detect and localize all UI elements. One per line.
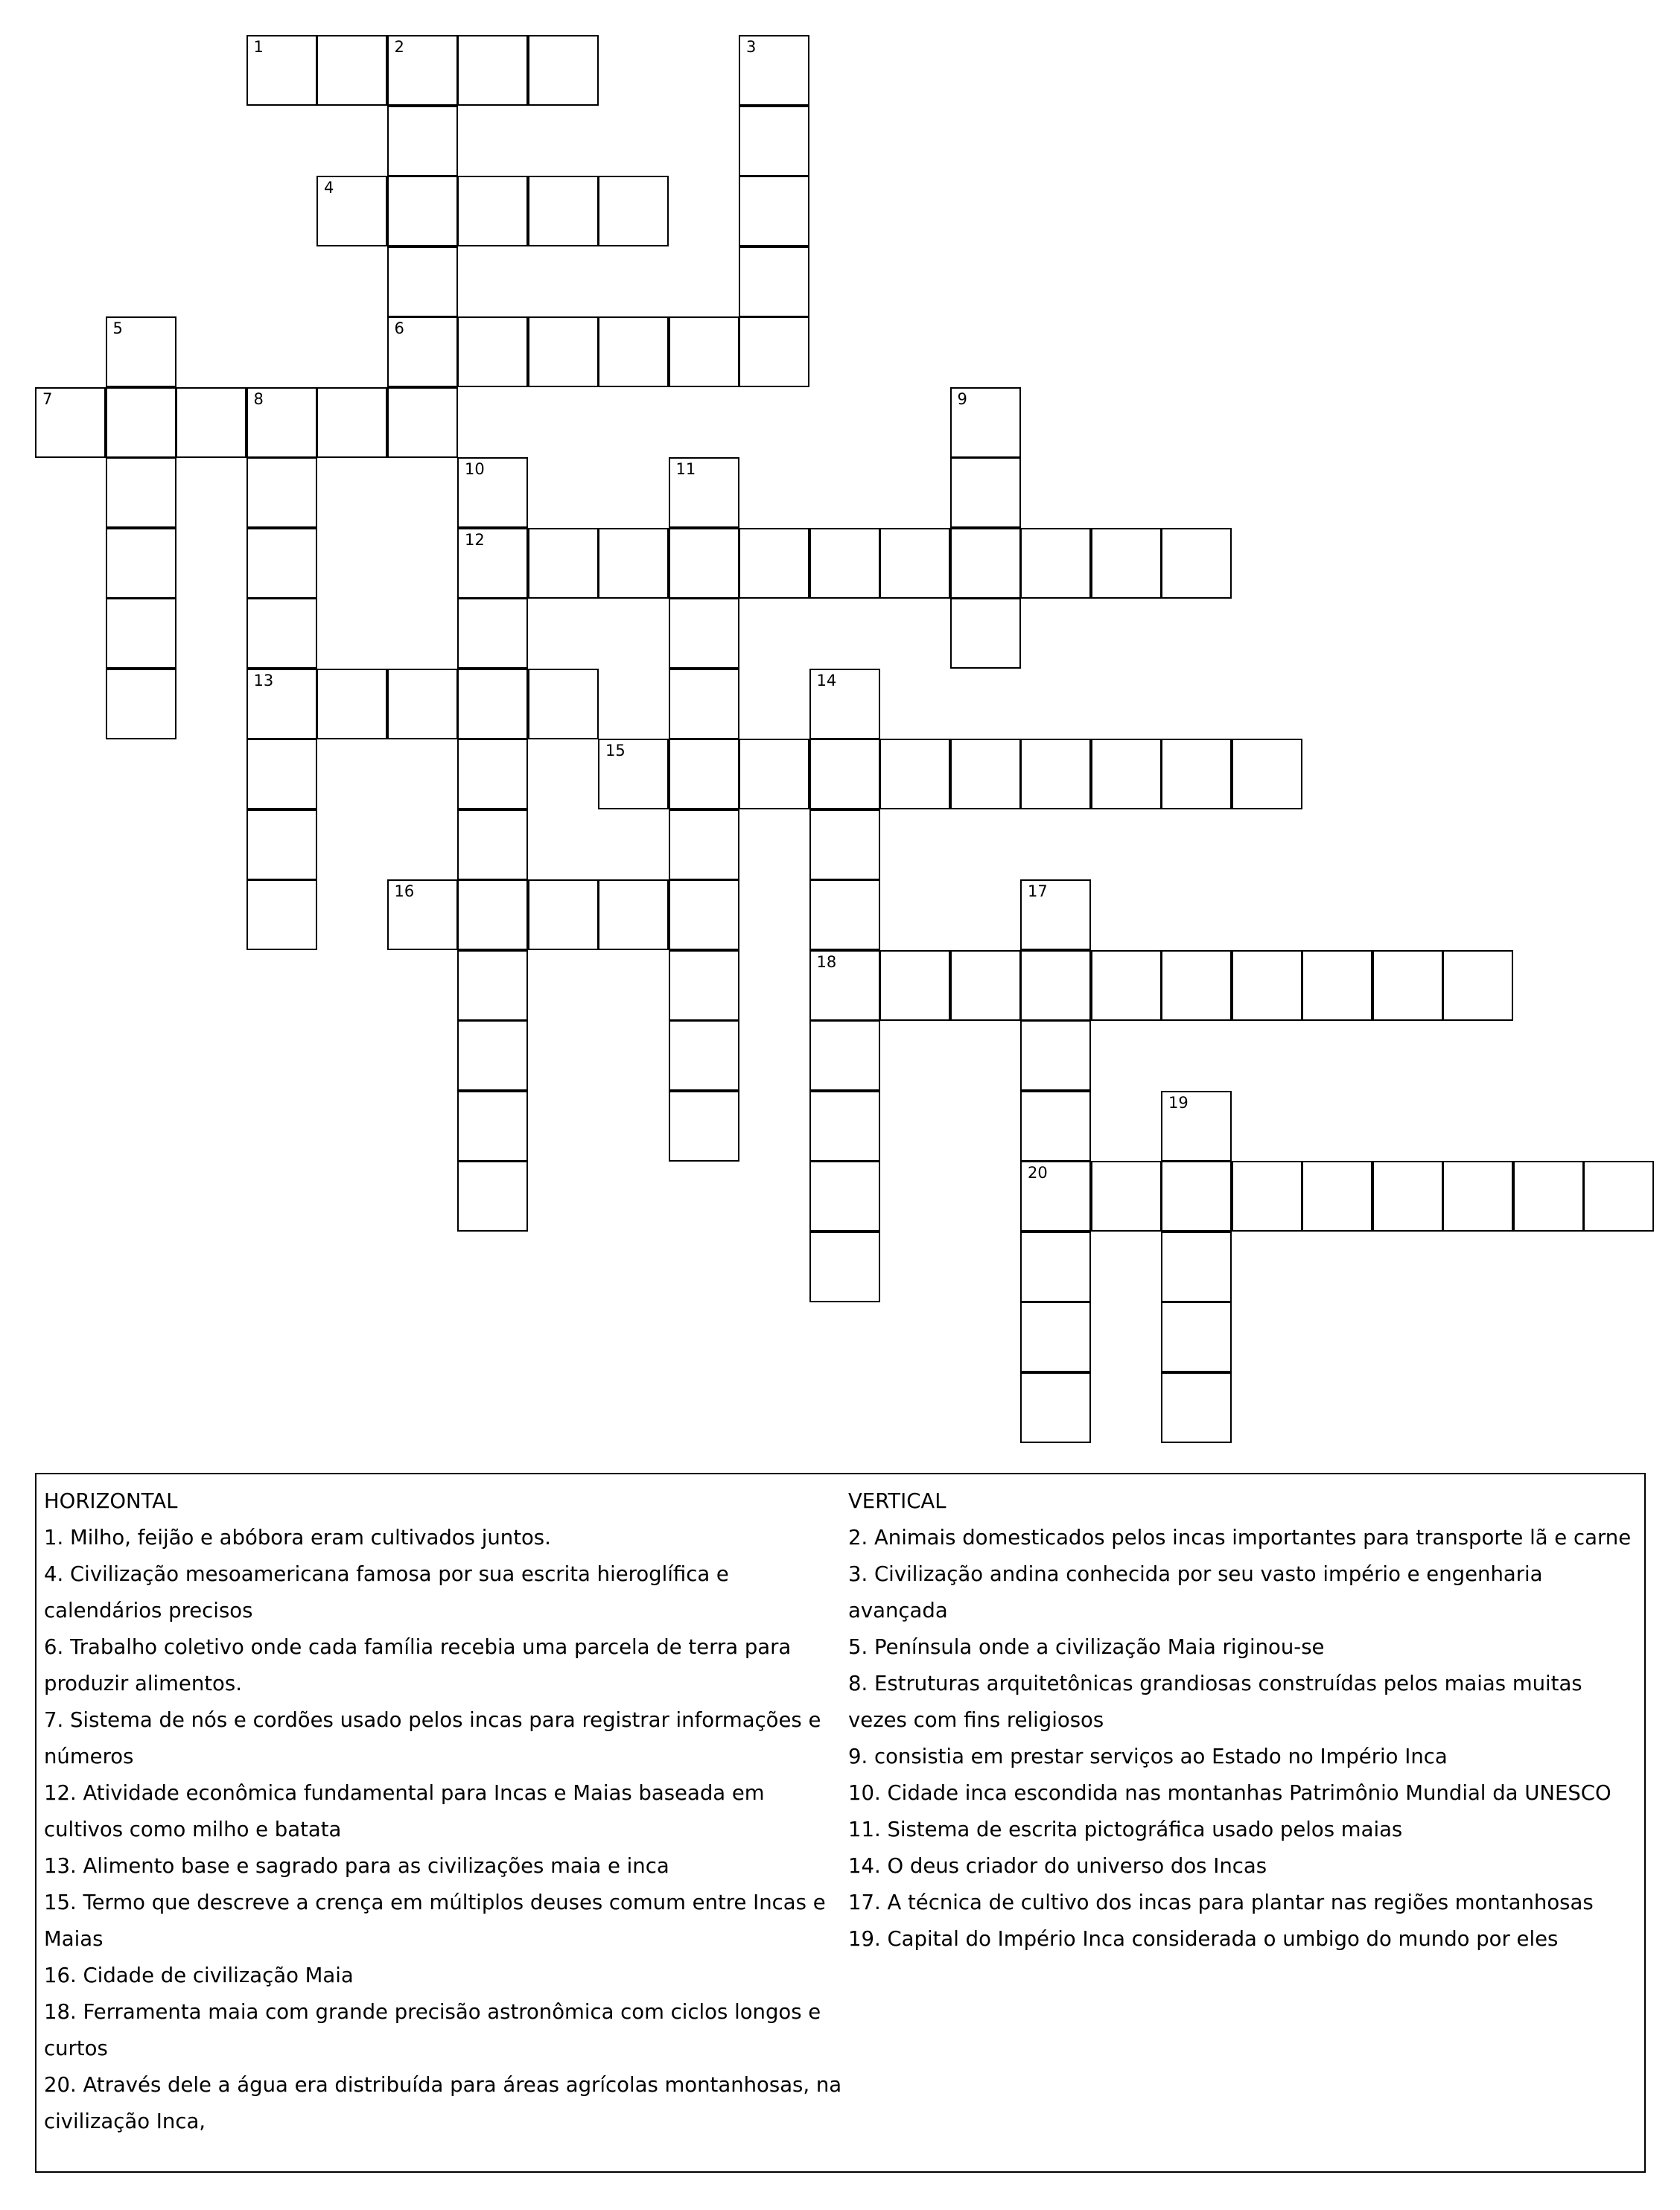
- grid-cell[interactable]: [1091, 1161, 1162, 1232]
- grid-cell[interactable]: [457, 457, 528, 528]
- grid-cell[interactable]: [598, 528, 669, 599]
- grid-cell[interactable]: [950, 457, 1021, 528]
- grid-cell[interactable]: [669, 1091, 739, 1162]
- grid-cell[interactable]: [669, 879, 739, 950]
- grid-cell[interactable]: [106, 598, 176, 669]
- clue-v-11: 11. Sistema de escrita pictográfica usado pelos maias: [848, 1818, 1403, 1841]
- grid-cell[interactable]: [1372, 950, 1443, 1021]
- clue-number: 14: [816, 671, 837, 690]
- grid-cell[interactable]: [739, 246, 809, 317]
- clue-v-2: 2. Animais domesticados pelos incas importantes para transporte lã e carne: [848, 1526, 1632, 1550]
- grid-cell[interactable]: [528, 528, 599, 599]
- grid-cell[interactable]: [457, 528, 528, 599]
- grid-cell[interactable]: [669, 950, 739, 1021]
- grid-cell[interactable]: [246, 739, 317, 809]
- grid-cell[interactable]: [457, 1161, 528, 1232]
- grid-cell[interactable]: [1161, 1302, 1232, 1372]
- grid-cell[interactable]: [1232, 1161, 1302, 1232]
- clue-v-3: 3. Civilização andina conhecida por seu vasto império e engenharia avançada: [848, 1562, 1543, 1623]
- grid-cell[interactable]: [879, 528, 950, 599]
- grid-cell[interactable]: [1020, 1020, 1091, 1091]
- grid-cell[interactable]: [809, 1232, 880, 1302]
- grid-cell[interactable]: [1020, 1372, 1091, 1443]
- grid-cell[interactable]: [106, 457, 176, 528]
- grid-cell[interactable]: [598, 316, 669, 387]
- clue-v-8: 8. Estruturas arquitetônicas grandiosas construídas pelos maias muitas vezes com fins religiosos: [848, 1672, 1582, 1732]
- grid-cell[interactable]: [457, 739, 528, 809]
- clue-h-1: 1. Milho, feijão e abóbora eram cultivados juntos.: [44, 1526, 551, 1550]
- clue-v-19: 19. Capital do Império Inca considerada o umbigo do mundo por eles: [848, 1927, 1559, 1951]
- grid-cell[interactable]: [528, 879, 599, 950]
- clue-h-15: 15. Termo que descreve a crença em múltiplos deuses comum entre Incas e Maias: [44, 1891, 826, 1951]
- grid-cell[interactable]: [739, 528, 809, 599]
- grid-cell[interactable]: [457, 176, 528, 246]
- clue-number: 1: [253, 38, 264, 56]
- clue-number: 7: [42, 389, 53, 408]
- grid-cell[interactable]: [1020, 1161, 1091, 1232]
- grid-cell[interactable]: [457, 598, 528, 669]
- grid-cell[interactable]: [457, 35, 528, 106]
- grid-cell[interactable]: [1020, 1232, 1091, 1302]
- grid-cell[interactable]: [246, 528, 317, 599]
- grid-cell[interactable]: [598, 176, 669, 246]
- grid-cell[interactable]: [809, 809, 880, 880]
- grid-cell[interactable]: [950, 739, 1021, 809]
- grid-cell[interactable]: [528, 669, 599, 739]
- grid-cell[interactable]: [669, 739, 739, 809]
- grid-cell[interactable]: [106, 316, 176, 387]
- clue-number: 4: [324, 179, 334, 197]
- grid-cell[interactable]: [809, 1161, 880, 1232]
- horizontal-title: HORIZONTAL: [44, 1489, 178, 1513]
- grid-cell[interactable]: [669, 1020, 739, 1091]
- grid-cell[interactable]: [1091, 528, 1162, 599]
- clue-v-9: 9. consistia em prestar serviços ao Estado no Império Inca: [848, 1745, 1448, 1768]
- clue-h-4: 4. Civilização mesoamericana famosa por sua escrita hieroglífica e calendários precisos: [44, 1562, 729, 1623]
- grid-cell[interactable]: [528, 35, 599, 106]
- clue-number: 8: [253, 389, 264, 408]
- clue-v-17: 17. A técnica de cultivo dos incas para plantar nas regiões montanhosas: [848, 1891, 1594, 1914]
- grid-cell[interactable]: [1161, 1091, 1232, 1162]
- grid-cell[interactable]: [246, 35, 317, 106]
- clue-number: 19: [1168, 1093, 1189, 1112]
- grid-cell[interactable]: [809, 950, 880, 1021]
- grid-cell[interactable]: [1020, 879, 1091, 950]
- clue-number: 12: [465, 530, 485, 549]
- grid-cell[interactable]: [457, 809, 528, 880]
- grid-cell[interactable]: [387, 669, 458, 739]
- clue-h-13: 13. Alimento base e sagrado para as civilizações maia e inca: [44, 1854, 669, 1878]
- grid-cell[interactable]: [1091, 950, 1162, 1021]
- clue-h-12: 12. Atividade econômica fundamental para Incas e Maias baseada em cultivos como milho e batata: [44, 1781, 765, 1841]
- clue-number: 13: [253, 671, 274, 690]
- grid-cell[interactable]: [528, 316, 599, 387]
- grid-cell[interactable]: [387, 879, 458, 950]
- grid-cell[interactable]: [1161, 1372, 1232, 1443]
- grid-cell[interactable]: [1583, 1161, 1654, 1232]
- grid-cell[interactable]: [1442, 1161, 1513, 1232]
- grid-cell[interactable]: [1161, 1232, 1232, 1302]
- grid-cell[interactable]: [1161, 739, 1232, 809]
- grid-cell[interactable]: [246, 598, 317, 669]
- grid-cell[interactable]: [246, 879, 317, 950]
- grid-cell[interactable]: [809, 1020, 880, 1091]
- grid-cell[interactable]: [950, 387, 1021, 458]
- grid-cell[interactable]: [1020, 528, 1091, 599]
- grid-cell[interactable]: [1020, 739, 1091, 809]
- grid-cell[interactable]: [457, 316, 528, 387]
- grid-cell[interactable]: [809, 879, 880, 950]
- grid-cell[interactable]: [950, 598, 1021, 669]
- grid-cell[interactable]: [739, 35, 809, 106]
- grid-cell[interactable]: [106, 528, 176, 599]
- grid-cell[interactable]: [316, 35, 387, 106]
- grid-cell[interactable]: [35, 387, 106, 458]
- clue-number: 17: [1028, 882, 1048, 900]
- grid-cell[interactable]: [1513, 1161, 1584, 1232]
- clue-number: 6: [394, 319, 404, 337]
- grid-cell[interactable]: [387, 35, 458, 106]
- horizontal-clues: [44, 1483, 848, 2140]
- vertical-title: VERTICAL: [848, 1489, 946, 1513]
- grid-cell[interactable]: [739, 176, 809, 246]
- grid-cell[interactable]: [387, 176, 458, 246]
- grid-cell[interactable]: [387, 387, 458, 458]
- clue-number: 3: [746, 38, 757, 56]
- grid-cell[interactable]: [1372, 1161, 1443, 1232]
- grid-cell[interactable]: [669, 316, 739, 387]
- grid-cell[interactable]: [457, 950, 528, 1021]
- grid-cell[interactable]: [598, 739, 669, 809]
- grid-cell[interactable]: [950, 950, 1021, 1021]
- grid-cell[interactable]: [106, 669, 176, 739]
- clue-number: 5: [112, 319, 123, 337]
- grid-cell[interactable]: [739, 739, 809, 809]
- grid-cell[interactable]: [316, 669, 387, 739]
- grid-cell[interactable]: [457, 669, 528, 739]
- grid-cell[interactable]: [1302, 1161, 1372, 1232]
- grid-cell[interactable]: [809, 669, 880, 739]
- clue-v-10: 10. Cidade inca escondida nas montanhas Patrimônio Mundial da UNESCO: [848, 1781, 1611, 1805]
- grid-cell[interactable]: [809, 1091, 880, 1162]
- grid-cell[interactable]: [246, 457, 317, 528]
- grid-cell[interactable]: [528, 176, 599, 246]
- grid-cell[interactable]: [669, 598, 739, 669]
- grid-cell[interactable]: [246, 387, 317, 458]
- grid-cell[interactable]: [598, 879, 669, 950]
- grid-cell[interactable]: [1161, 528, 1232, 599]
- grid-cell[interactable]: [739, 106, 809, 176]
- grid-cell[interactable]: [1232, 739, 1302, 809]
- clue-h-7: 7. Sistema de nós e cordões usado pelos incas para registrar informações e números: [44, 1708, 821, 1768]
- grid-cell[interactable]: [739, 316, 809, 387]
- grid-cell[interactable]: [1020, 1091, 1091, 1162]
- grid-cell[interactable]: [387, 106, 458, 176]
- grid-cell[interactable]: [669, 669, 739, 739]
- grid-cell[interactable]: [1232, 950, 1302, 1021]
- grid-cell[interactable]: [879, 950, 950, 1021]
- grid-cell[interactable]: [1091, 739, 1162, 809]
- clue-number: 15: [605, 742, 626, 760]
- clue-h-16: 16. Cidade de civilização Maia: [44, 1964, 354, 1987]
- clue-h-6: 6. Trabalho coletivo onde cada família recebia uma parcela de terra para produzir alimentos.: [44, 1635, 792, 1695]
- grid-cell[interactable]: [387, 246, 458, 317]
- grid-cell[interactable]: [809, 739, 880, 809]
- grid-cell[interactable]: [457, 1020, 528, 1091]
- grid-cell[interactable]: [1161, 1161, 1232, 1232]
- grid-cell[interactable]: [950, 528, 1021, 599]
- grid-cell[interactable]: [316, 176, 387, 246]
- grid-cell[interactable]: [669, 809, 739, 880]
- clue-h-20: 20. Através dele a água era distribuída para áreas agrícolas montanhosas, na civilização Inca,: [44, 2073, 842, 2133]
- grid-cell[interactable]: [246, 809, 317, 880]
- grid-cell[interactable]: [1020, 1302, 1091, 1372]
- clue-number: 2: [394, 38, 404, 56]
- grid-cell[interactable]: [1161, 950, 1232, 1021]
- grid-cell[interactable]: [669, 528, 739, 599]
- grid-cell[interactable]: [809, 528, 880, 599]
- clue-number: 10: [465, 460, 485, 478]
- clue-number: 20: [1028, 1164, 1048, 1182]
- clue-v-5: 5. Península onde a civilização Maia riginou-se: [848, 1635, 1325, 1659]
- clues-box: [35, 1473, 1646, 2173]
- grid-cell[interactable]: [669, 457, 739, 528]
- grid-cell[interactable]: [316, 387, 387, 458]
- grid-cell[interactable]: [457, 879, 528, 950]
- clue-number: 11: [675, 460, 696, 478]
- grid-cell[interactable]: [1302, 950, 1372, 1021]
- grid-cell[interactable]: [457, 1091, 528, 1162]
- grid-cell[interactable]: [1442, 950, 1513, 1021]
- grid-cell[interactable]: [387, 316, 458, 387]
- clue-number: 16: [394, 882, 415, 900]
- grid-cell[interactable]: [879, 739, 950, 809]
- grid-cell[interactable]: [176, 387, 246, 458]
- clue-number: 9: [957, 389, 967, 408]
- vertical-clues: [848, 1483, 1638, 1958]
- clue-number: 18: [816, 952, 837, 971]
- grid-cell[interactable]: [106, 387, 176, 458]
- clue-v-14: 14. O deus criador do universo dos Incas: [848, 1854, 1267, 1878]
- grid-cell[interactable]: [246, 669, 317, 739]
- grid-cell[interactable]: [1020, 950, 1091, 1021]
- clue-h-18: 18. Ferramenta maia com grande precisão astronômica com ciclos longos e curtos: [44, 2000, 821, 2060]
